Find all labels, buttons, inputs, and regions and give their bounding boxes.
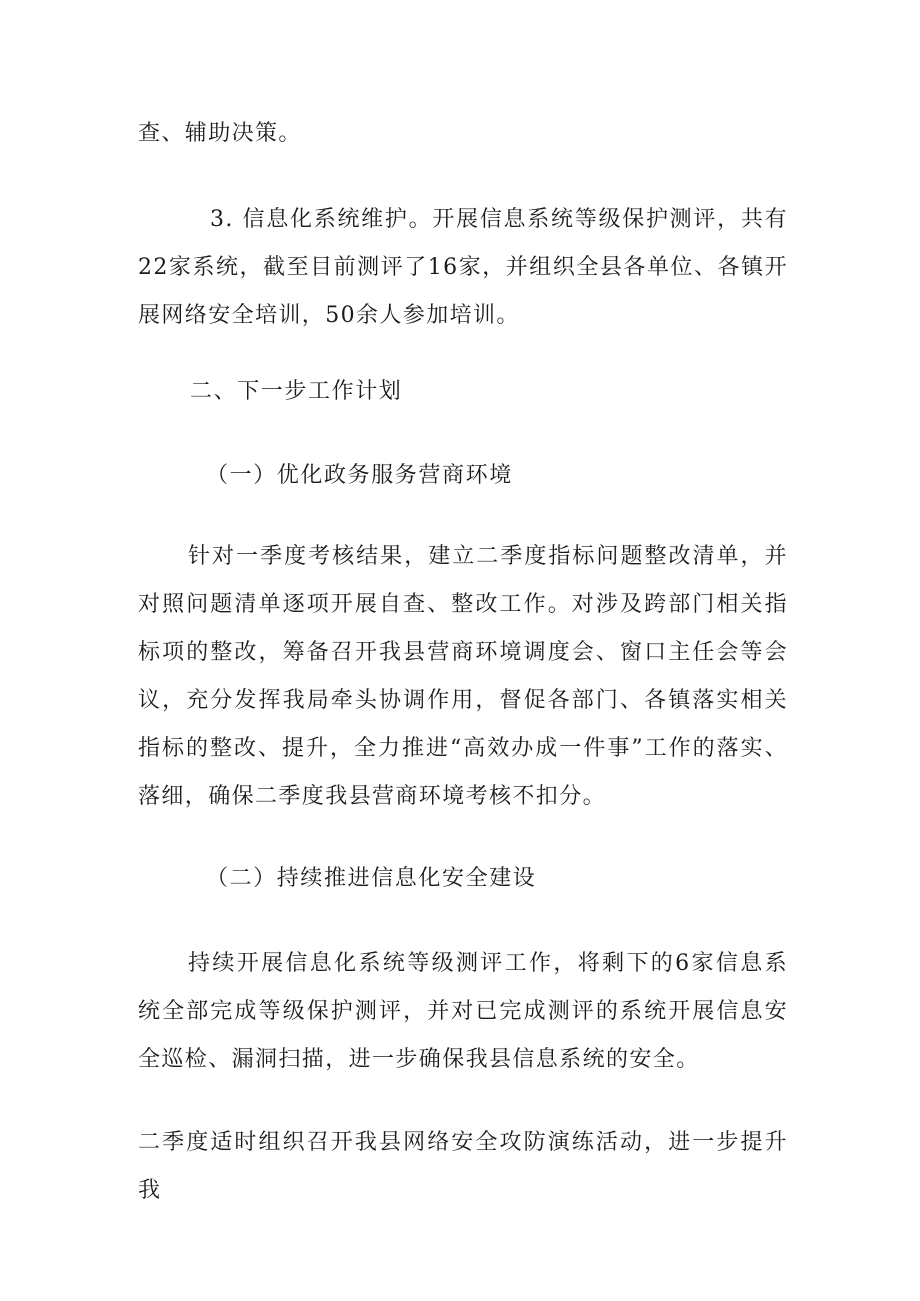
- section-heading-next-steps: 二、下一步工作计划: [190, 379, 403, 404]
- subheading-business-environment: （一）优化政务服务营商环境: [206, 463, 513, 488]
- paragraph-cybersecurity-drill: 二季度适时组织召开我县网络安全攻防演练活动，进一步提升我: [138, 1130, 788, 1203]
- subheading-information-security: （二）持续推进信息化安全建设: [206, 866, 537, 891]
- paragraph-business-environment-plan: 针对一季度考核结果，建立二季度指标问题整改清单，并对照问题清单逐项开展自查、整改工作。对涉及跨部门相关指标项的整改，筹备召开我县营商环境调度会、窗口主任会等会议，充分发挥我局牵头协调作用，督促各部门、各镇落实相关指标的整改、提升，全力推进“高效办成一件事”工作的落实、落细，确保二季度我县营商环境考核不扣分。: [138, 544, 788, 809]
- paragraph-information-security-plan: 持续开展信息化系统等级测评工作，将剩下的6家信息系统全部完成等级保护测评，并对已完成测评的系统开展信息安全巡检、漏洞扫描，进一步确保我县信息系统的安全。: [138, 951, 788, 1072]
- paragraph-item-3-system-maintenance: 3. 信息化系统维护。开展信息系统等级保护测评，共有22家系统，截至目前测评了16家，并组织全县各单位、各镇开展网络安全培训，50余人参加培训。: [138, 207, 788, 328]
- paragraph-continuation: 查、辅助决策。: [138, 121, 302, 146]
